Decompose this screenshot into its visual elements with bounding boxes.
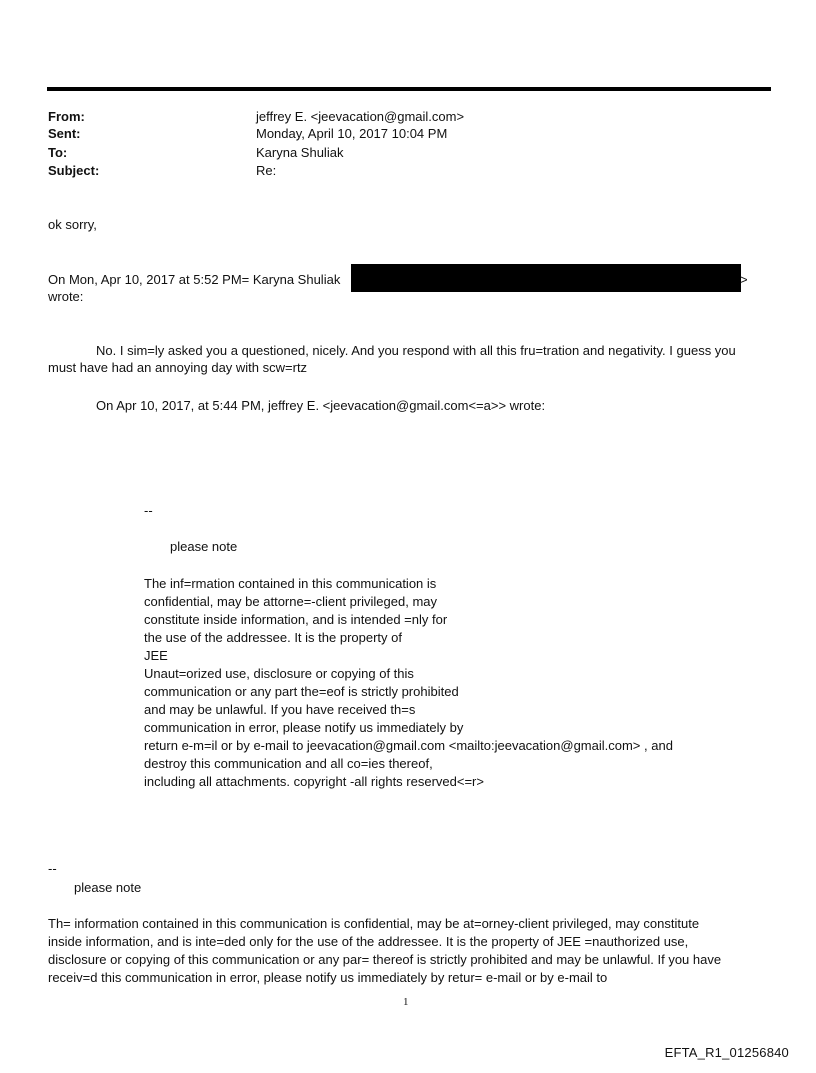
sig1-line: return e-m=il or by e-mail to jeevacation@gmail.com <mailto:jeevacation@gmail.com> , and <box>144 738 673 753</box>
quote1-wrote: wrote: <box>48 289 84 304</box>
sig1-line: Unaut=orized use, disclosure or copying of this <box>144 666 414 681</box>
sig1-line: confidential, may be attorne=-client privileged, may <box>144 594 438 609</box>
document-id: EFTA_R1_01256840 <box>664 1045 789 1060</box>
sig1-dash: -- <box>144 503 153 518</box>
quote1-gt: > <box>740 272 748 287</box>
para1-line2: must have had an annoying day with scw=rtz <box>48 360 308 375</box>
sig1-note: please note <box>170 539 238 554</box>
redaction-box <box>351 264 741 292</box>
from-value: jeffrey E. <jeevacation@gmail.com> <box>256 109 465 124</box>
sig1-line: including all attachments. copyright -all rights reserved<=r> <box>144 774 484 789</box>
quote2-attribution: On Apr 10, 2017, at 5:44 PM, jeffrey E. <jeevacation@gmail.com<=a>> wrote: <box>96 398 546 413</box>
sig1-line: the use of the addressee. It is the property of <box>144 630 402 645</box>
para1-line1: No. I sim=ly asked you a questioned, nicely. And you respond with all this fru=tration and negativity. I guess you <box>96 343 736 358</box>
to-label: To: <box>48 145 68 160</box>
header-rule <box>47 87 771 91</box>
sig2-block <box>48 915 721 987</box>
sig1-line: constitute inside information, and is intended =nly for <box>144 612 448 627</box>
sent-label: Sent: <box>48 126 81 141</box>
quote1-attribution: On Mon, Apr 10, 2017 at 5:52 PM= Karyna Shuliak <box>48 272 341 287</box>
sig2-line: inside information, and is inte=ded only for the use of the addressee. It is the property of JEE =nauthorized use, <box>48 934 689 949</box>
sig1-line: and may be unlawful. If you have received th=s <box>144 702 416 717</box>
sig1-line: JEE <box>144 648 168 663</box>
sig1-line: communication in error, please notify us immediately by <box>144 720 464 735</box>
subject-label: Subject: <box>48 163 100 178</box>
sig2-dash: -- <box>48 861 57 876</box>
reply-text: ok sorry, <box>48 217 97 232</box>
sig1-block <box>144 575 673 791</box>
sig2-line: Th= information contained in this communication is confidential, may be at=orney-client privileged, may constitute <box>48 916 700 931</box>
sig1-line: destroy this communication and all co=ies thereof, <box>144 756 433 771</box>
to-value: Karyna Shuliak <box>256 145 344 160</box>
sig2-note: please note <box>74 880 142 895</box>
sig2-line: receiv=d this communication in error, please notify us immediately by retur= e-mail or by e-mail to <box>48 970 608 985</box>
from-label: From: <box>48 109 85 124</box>
sent-value: Monday, April 10, 2017 10:04 PM <box>256 126 448 141</box>
sig2-line: disclosure or copying of this communication or any par= thereof is strictly prohibited and may be unlawful. If you have <box>48 952 722 967</box>
sig1-line: The inf=rmation contained in this communication is <box>144 576 437 591</box>
subject-value: Re: <box>256 163 277 178</box>
page-number: 1 <box>403 996 409 1008</box>
sig1-line: communication or any part the=eof is strictly prohibited <box>144 684 459 699</box>
